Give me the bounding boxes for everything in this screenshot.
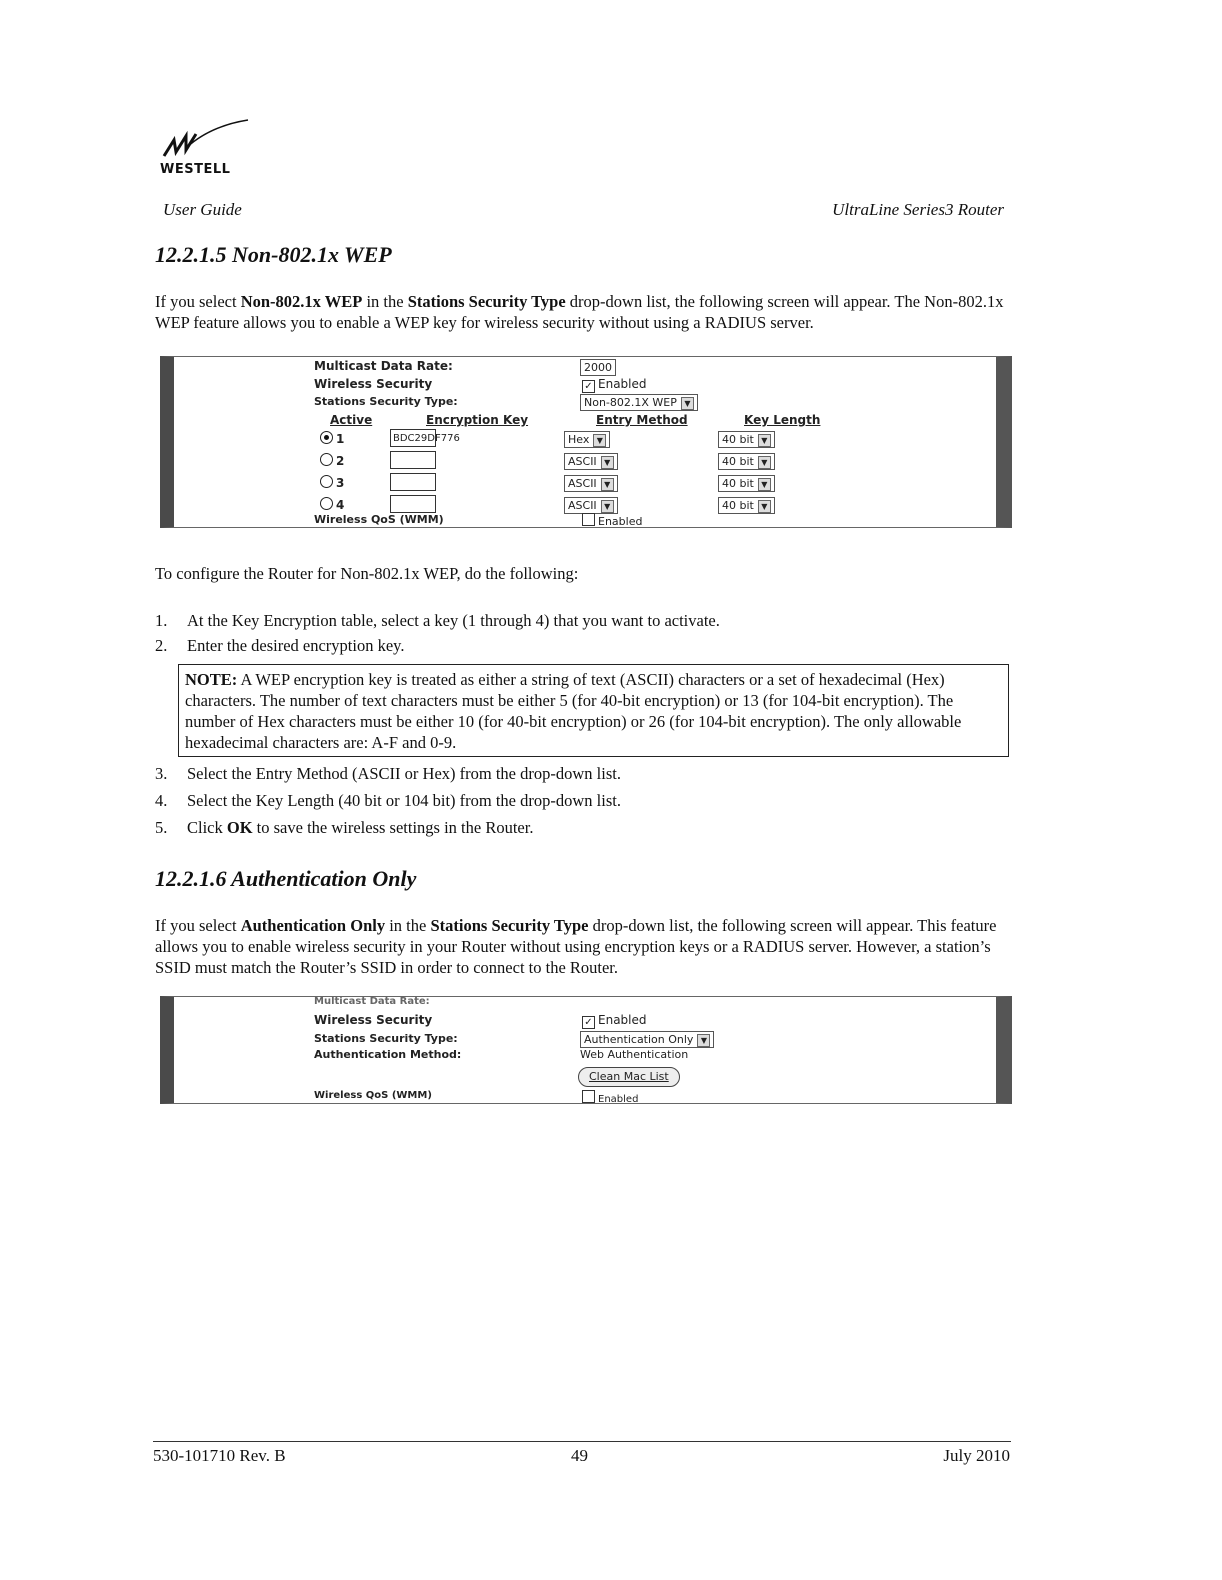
section-intro-auth: If you select Authentication Only in the Stations Security Type drop-down list, the following screen will appear. This feature allows you to enable wireless security in your Router without using encryption keys or a RADIUS server. However, a station’s SSID must match the Router’s SSID in order to connect to the Router. xyxy=(155,916,997,977)
col-entry-method: Entry Method xyxy=(596,413,688,427)
clean-mac-list-button[interactable]: Clean Mac List xyxy=(578,1067,680,1087)
wireless-security-enable[interactable]: ✓ Enabled xyxy=(582,377,647,393)
page-number: 49 xyxy=(571,1446,588,1465)
dropdown-arrow-icon: ▼ xyxy=(697,1034,710,1047)
wireless-security-label: Wireless Security xyxy=(314,1013,433,1027)
auth-method-value: Web Authentication xyxy=(580,1048,689,1061)
entry-method-select-2[interactable]: ASCII ▼ xyxy=(564,453,618,470)
dropdown-arrow-icon: ▼ xyxy=(758,456,771,469)
wep-screenshot xyxy=(160,356,1012,528)
qos-label: Wireless QoS (WMM) xyxy=(314,1090,432,1101)
wireless-security-enable[interactable]: ✓ Enabled xyxy=(582,1013,647,1029)
auth-screenshot xyxy=(160,996,1012,1104)
entry-method-select-1[interactable]: Hex ▼ xyxy=(564,431,610,448)
steps-list-1 xyxy=(155,610,1015,656)
multicast-select[interactable]: 2000 xyxy=(580,359,616,376)
key-length-select-3[interactable]: 40 bit ▼ xyxy=(718,475,775,492)
dropdown-arrow-icon: ▼ xyxy=(601,478,614,491)
list-item: 4. Select the Key Length (40 bit or 104 bit) from the drop-down list. xyxy=(155,791,621,810)
section-heading-wep: 12.2.1.5 Non-802.1x WEP xyxy=(155,242,392,267)
key-radio-1[interactable]: 1 xyxy=(320,431,344,446)
footer-doc-number: 530-101710 Rev. B xyxy=(153,1446,286,1465)
header-left: User Guide xyxy=(163,200,242,219)
key-length-select-4[interactable]: 40 bit ▼ xyxy=(718,497,775,514)
stations-type-select[interactable]: Non-802.1X WEP ▼ xyxy=(580,394,698,411)
list-item: 2. Enter the desired encryption key. xyxy=(155,636,405,655)
qos-enable[interactable]: Enabled xyxy=(582,1090,638,1105)
dropdown-arrow-icon: ▼ xyxy=(758,500,771,513)
dropdown-arrow-icon: ▼ xyxy=(601,500,614,513)
steps-list-2 xyxy=(155,763,1015,838)
stations-type-label: Stations Security Type: xyxy=(314,1032,458,1045)
encryption-key-input-4[interactable] xyxy=(390,495,436,513)
dropdown-arrow-icon: ▼ xyxy=(758,478,771,491)
list-item: 5. Click OK to save the wireless settings in the Router. xyxy=(155,818,534,837)
dropdown-arrow-icon: ▼ xyxy=(758,434,771,447)
encryption-key-input-1[interactable]: BDC29DF776 xyxy=(390,429,436,447)
checkbox-checked-icon: ✓ xyxy=(582,1016,595,1029)
list-item: 3. Select the Entry Method (ASCII or Hex) from the drop-down list. xyxy=(155,764,621,783)
westell-logo-icon xyxy=(160,118,250,166)
multicast-label: Multicast Data Rate: xyxy=(314,359,453,373)
qos-enable[interactable]: Enabled xyxy=(582,513,642,528)
checkbox-icon xyxy=(582,513,595,526)
key-radio-4[interactable]: 4 xyxy=(320,497,344,512)
key-length-select-2[interactable]: 40 bit ▼ xyxy=(718,453,775,470)
key-length-select-1[interactable]: 40 bit ▼ xyxy=(718,431,775,448)
dropdown-arrow-icon: ▼ xyxy=(681,397,694,410)
section-heading-auth: 12.2.1.6 Authentication Only xyxy=(155,866,417,891)
dropdown-arrow-icon: ▼ xyxy=(601,456,614,469)
footer-date: July 2010 xyxy=(943,1446,1010,1465)
key-radio-2[interactable]: 2 xyxy=(320,453,344,468)
footer-divider xyxy=(153,1441,1011,1442)
section-intro-wep: If you select Non-802.1x WEP in the Stations Security Type drop-down list, the following screen will appear. The Non-802.1x WEP feature allows you to enable a WEP key for wireless security without using a RADIUS server. xyxy=(155,292,1004,332)
radio-icon xyxy=(320,453,333,466)
wireless-security-label: Wireless Security xyxy=(314,377,433,391)
col-active: Active xyxy=(330,413,373,427)
header-right: UltraLine Series3 Router xyxy=(832,200,1004,219)
list-item: 1. At the Key Encryption table, select a key (1 through 4) that you want to activate. xyxy=(155,611,720,630)
encryption-key-input-3[interactable] xyxy=(390,473,436,491)
dropdown-arrow-icon: ▼ xyxy=(593,434,606,447)
checkbox-checked-icon: ✓ xyxy=(582,380,595,393)
brand-name: WESTELL xyxy=(160,162,231,177)
stations-type-select[interactable]: Authentication Only ▼ xyxy=(580,1031,714,1048)
multicast-label: Multicast Data Rate: xyxy=(314,996,430,1007)
encryption-key-input-2[interactable] xyxy=(390,451,436,469)
entry-method-select-3[interactable]: ASCII ▼ xyxy=(564,475,618,492)
radio-icon xyxy=(320,497,333,510)
stations-type-label: Stations Security Type: xyxy=(314,395,458,408)
entry-method-select-4[interactable]: ASCII ▼ xyxy=(564,497,618,514)
col-encryption-key: Encryption Key xyxy=(426,413,529,427)
note-box: NOTE: A WEP encryption key is treated as either a string of text (ASCII) characters or a set of hexadecimal (Hex) characters. The number of text characters must be either 5 (for 40-bit encryption) or 13 (for 104-bit encryption). The number of Hex characters must be either 10 (for 40-bit encryption) or 26 (for 104-bit encryption). The only allowable hexadecimal characters are: A-F and 0-9. xyxy=(178,664,1009,757)
qos-label: Wireless QoS (WMM) xyxy=(314,513,444,526)
key-radio-3[interactable]: 3 xyxy=(320,475,344,490)
col-key-length: Key Length xyxy=(744,413,821,427)
radio-selected-icon xyxy=(320,431,333,444)
checkbox-icon xyxy=(582,1090,595,1103)
auth-method-label: Authentication Method: xyxy=(314,1048,462,1061)
configure-lead: To configure the Router for Non-802.1x WEP, do the following: xyxy=(155,564,579,583)
radio-icon xyxy=(320,475,333,488)
